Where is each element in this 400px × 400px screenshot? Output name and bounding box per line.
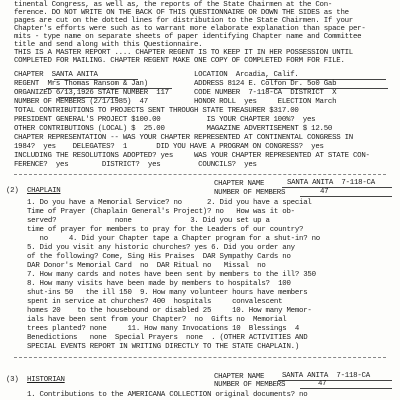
chaplain-line: 5. Did you visit any historic churches? yes 6. Did you order any [27,244,295,252]
chapter-name-label: CHAPTER NAME [214,373,265,381]
chaplain-line: served? none 3. Did you set up a [27,217,270,225]
chaplain-line: no 4. Did your Chapter tape a Chapter program for a shut-in? no [27,235,320,243]
members-value: 47 [318,380,327,388]
intro-line: ference. DO NOT WRITE ON THE BACK OF THIS QUESTIONNAIRE OR DOWN THE SIDES as the [14,9,349,17]
chapter-name-value: SANTA ANITA 7-118-CA [282,372,370,380]
members-label: NUMBER OF MEMBERS [214,381,286,389]
chapter-info-line: CHAPTER SANTA ANITA LOCATION Arcadia, Calif. [14,71,299,79]
intro-line: COMPLETED FOR MAILING. CHAPTER REGENT MAKE ONE COPY OF COMPLETED FORM FOR FILE. [14,57,345,65]
chaplain-line: Benedictions none Special Prayers none . (OTHER ACTIVITIES AND [27,334,308,342]
chaplain-line: homes 20 to the housebound or disabled 25 10. How many Memor- [27,307,312,315]
chapter-info-line: FERENCE? yes DISTRICT? yes COUNCILS? yes [14,161,257,169]
chaplain-line: spent in service at churches? 400 hospitals convalescent [27,298,283,306]
chaplain-line: 8. How many visits have been made by members to hospitals? 100 [27,280,291,288]
section-number: (3) [6,376,19,384]
members-value: 47 [320,188,329,196]
section-title: CHAPLAIN [27,187,61,195]
section-title: HISTORIAN [27,376,65,384]
intro-line: pages are cut on the dotted lines for distribution to the State Chairmen. If your [14,17,353,25]
chapter-info-line: OTHER CONTRIBUTIONS (LOCAL) $ 25.00 MAGAZINE ADVERTISEMENT $ 12.50 [14,125,333,133]
chaplain-line: ials have been sent from your Chapter? no Gifts no Memorial [27,316,287,324]
section-number: (2) [6,187,19,195]
chapter-info-line: PRESIDENT GENERAL'S PROJECT $100.00 IS YOUR CHAPTER 100%? yes [14,116,316,124]
cut-line-divider [14,357,386,358]
intro-line: tinental Congress, as well as, the reports of the State Chairmen at the Con- [14,1,333,9]
chaplain-line: shut-ins 50 the ill 150 9. How many volunteer hours have members [27,289,308,297]
chapter-name-value: SANTA ANITA 7-118-CA [287,179,375,187]
historian-line: 1. Contributions to the AMERICANA COLLECTION original documents? no [27,391,308,399]
chaplain-line: DAR Donor's Memorial Card no DAR Ritual no Missal no [27,262,266,270]
intro-line: THIS IS A MASTER REPORT .... CHAPTER REGENT IS TO KEEP IT IN HER POSSESSION UNTIL [14,49,353,57]
chaplain-line: SPECIAL EVENTS REPORT IN WRITING DIRECTLY TO THE STATE CHAPLAIN.) [27,343,300,351]
chaplain-line: 7. How many cards and notes have been sent by members to the ill? 350 [27,271,316,279]
chapter-info-line: ORGANIZED 6/13,1926 STATE NUMBER 117 CODE NUMBER 7-118-CA DISTRICT X [14,89,337,97]
cut-line-divider [14,174,386,175]
chapter-info-line: NUMBER OF MEMBERS (2/1/1985) 47 HONOR ROLL yes ELECTION March [14,98,337,106]
members-label: NUMBER OF MEMBERS [214,189,286,197]
chaplain-line: trees planted? none 11. How many Invocations 10 Blessings 4 [27,325,300,333]
chapter-info-line: CHAPTER REPRESENTATION -- WAS YOUR CHAPTER REPRESENTED AT CONTINENTAL CONGRESS IN [14,134,353,142]
intro-line: Chapter's efforts were such as to warrant more elaborate explanation than space per- [14,25,366,33]
chapter-info-line: REGENT Mrs Thomas Ransom & Jan) ADDRESS 8124 E. Colfon Dr. 5o0 Gab [14,80,337,88]
intro-line: mits - type name on separate sheets of paper identifying Chapter name and Committee [14,33,362,41]
chapter-info-line: INCLUDING THE RESOLUTIONS ADOPTED? yes WAS YOUR CHAPTER REPRESENTED AT STATE CON- [14,152,370,160]
chapter-name-label: CHAPTER NAME [214,180,265,188]
chaplain-line: Time of Prayer (Chaplain General's Project)? no How was it ob- [27,208,295,216]
chaplain-line: of the following? Come, Sing His Praises DAR Sympathy Cards no [27,253,291,261]
chapter-info-line: TOTAL CONTRIBUTIONS TO PROJECTS SENT THROUGH STATE TREASURER $317.00 [14,107,299,115]
intro-line: title and send along with this Questionnaire. [14,41,203,49]
chaplain-line: time of prayer for members to pray for the Leaders of our country? [27,226,304,234]
chapter-info-line: 1984? yes DELEGATES? 1 DID YOU HAVE A PROGRAM ON CONGRESS? yes [14,143,324,151]
chaplain-line: 1. Do you have a Memorial Service? no 2. Did you have a special [27,199,312,207]
